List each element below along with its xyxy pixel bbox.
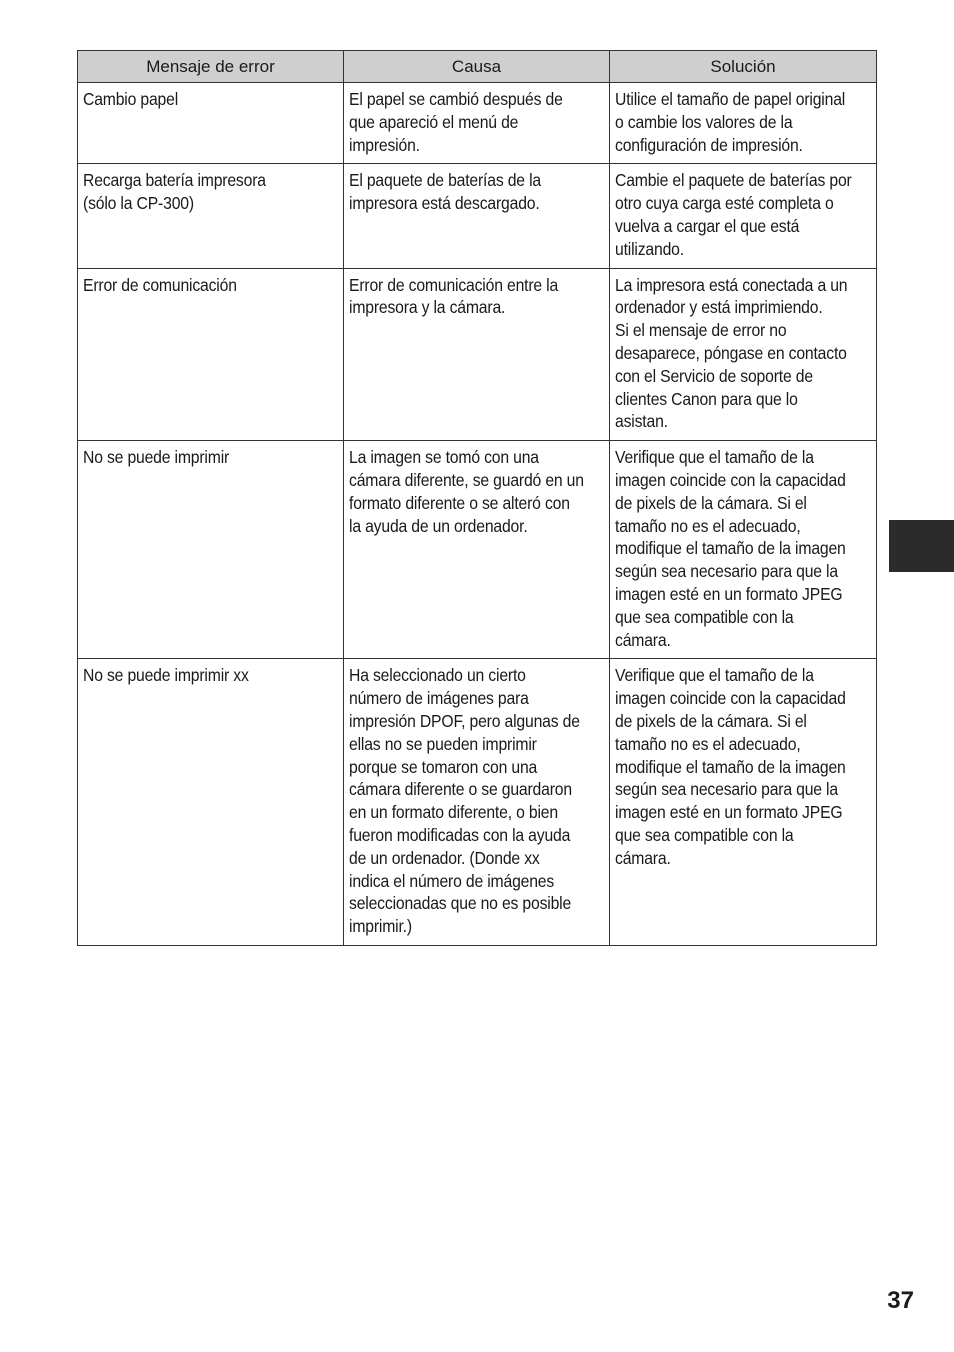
error-messages-table bbox=[77, 50, 877, 946]
error-table-container bbox=[77, 50, 876, 946]
cause-text: El papel se cambió después de que apareció el menú de impresión. bbox=[349, 89, 563, 155]
solution-cell bbox=[610, 164, 877, 268]
cause-cell bbox=[344, 441, 610, 659]
error-message-cell bbox=[78, 164, 344, 268]
solution-text: Verifique que el tamaño de la imagen coincide con la capacidad de pixels de la cámara. Si el tamaño no es el adecuado, modifique el tamaño de la imagen según sea necesario para que la imagen esté en un formato JPEG que sea compatible con la cámara. bbox=[615, 447, 846, 650]
cause-text: Ha seleccionado un cierto número de imágenes para impresión DPOF, pero algunas de ellas no se pueden imprimir porque se tomaron con una cámara diferente o se guardaron en un formato diferente, o bien fueron modificadas con la ayuda de un ordenador. (Donde xx indica el número de imágenes seleccionadas que no es posible imprimir.) bbox=[349, 665, 580, 937]
table-row bbox=[78, 164, 877, 268]
header-cause: Causa bbox=[344, 51, 610, 83]
error-message-text: Cambio papel bbox=[83, 89, 179, 109]
error-message-cell bbox=[78, 268, 344, 441]
error-message-cell bbox=[78, 83, 344, 164]
solution-text: Cambie el paquete de baterías por otro cuya carga esté completa o vuelva a cargar el que está utilizando. bbox=[615, 170, 852, 259]
solution-cell bbox=[610, 268, 877, 441]
error-message-cell bbox=[78, 659, 344, 946]
error-message-text: Recarga batería impresora (sólo la CP-300) bbox=[83, 170, 266, 214]
solution-cell bbox=[610, 441, 877, 659]
cause-cell bbox=[344, 164, 610, 268]
solution-cell bbox=[610, 83, 877, 164]
section-thumb-tab bbox=[889, 520, 954, 572]
solution-cell bbox=[610, 659, 877, 946]
error-message-text: Error de comunicación bbox=[83, 274, 237, 295]
solution-text: Verifique que el tamaño de la imagen coincide con la capacidad de pixels de la cámara. Si el tamaño no es el adecuado, modifique el tamaño de la imagen según sea necesario para que la imagen esté en un formato JPEG que sea compatible con la cámara. bbox=[615, 665, 846, 868]
header-solution: Solución bbox=[610, 51, 877, 83]
table-row bbox=[78, 268, 877, 441]
error-message-cell bbox=[78, 441, 344, 659]
cause-cell bbox=[344, 268, 610, 441]
error-message-text: No se puede imprimir xx bbox=[83, 665, 249, 686]
table-row bbox=[78, 83, 877, 164]
table-row bbox=[78, 441, 877, 659]
cause-text: La imagen se tomó con una cámara diferente, se guardó en un formato diferente o se alteró con la ayuda de un ordenador. bbox=[349, 447, 584, 536]
cause-cell bbox=[344, 659, 610, 946]
header-error-message: Mensaje de error bbox=[78, 51, 344, 83]
cause-text: Error de comunicación entre la impresora y la cámara. bbox=[349, 274, 559, 318]
page-number: 37 bbox=[887, 1287, 914, 1314]
cause-cell bbox=[344, 83, 610, 164]
solution-text: La impresora está conectada a un ordenador y está imprimiendo. Si el mensaje de error no desaparece, póngase en contacto con el Servicio de soporte de clientes Canon para que lo asistan. bbox=[615, 274, 848, 432]
cause-text: El paquete de baterías de la impresora está descargado. bbox=[349, 170, 541, 214]
table-row bbox=[78, 659, 877, 946]
table-header-row bbox=[78, 51, 877, 83]
error-message-text: No se puede imprimir bbox=[83, 447, 230, 468]
solution-text: Utilice el tamaño de papel original o cambie los valores de la configuración de impresión. bbox=[615, 89, 846, 155]
